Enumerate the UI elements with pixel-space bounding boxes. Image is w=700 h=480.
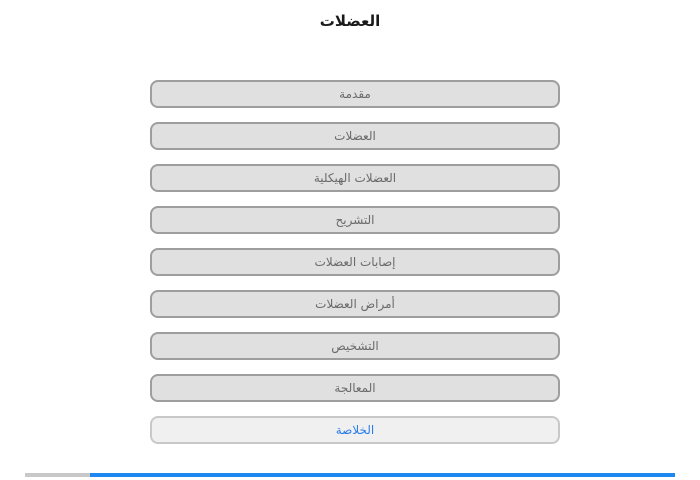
progress-bar — [25, 473, 675, 477]
menu-button-muscles[interactable]: العضلات — [150, 122, 560, 150]
menu-button-muscle-injuries[interactable]: إصابات العضلات — [150, 248, 560, 276]
menu-button-skeletal-muscles[interactable]: العضلات الهيكلية — [150, 164, 560, 192]
menu-button-introduction[interactable]: مقدمة — [150, 80, 560, 108]
progress-bar-fill — [90, 473, 675, 477]
menu-button-summary[interactable]: الخلاصة — [150, 416, 560, 444]
menu-button-diagnosis[interactable]: التشخيص — [150, 332, 560, 360]
menu-button-anatomy[interactable]: التشريح — [150, 206, 560, 234]
page-title: العضلات — [319, 12, 381, 30]
menu-button-muscle-diseases[interactable]: أمراض العضلات — [150, 290, 560, 318]
chapter-menu — [150, 80, 560, 458]
menu-button-treatment[interactable]: المعالجة — [150, 374, 560, 402]
